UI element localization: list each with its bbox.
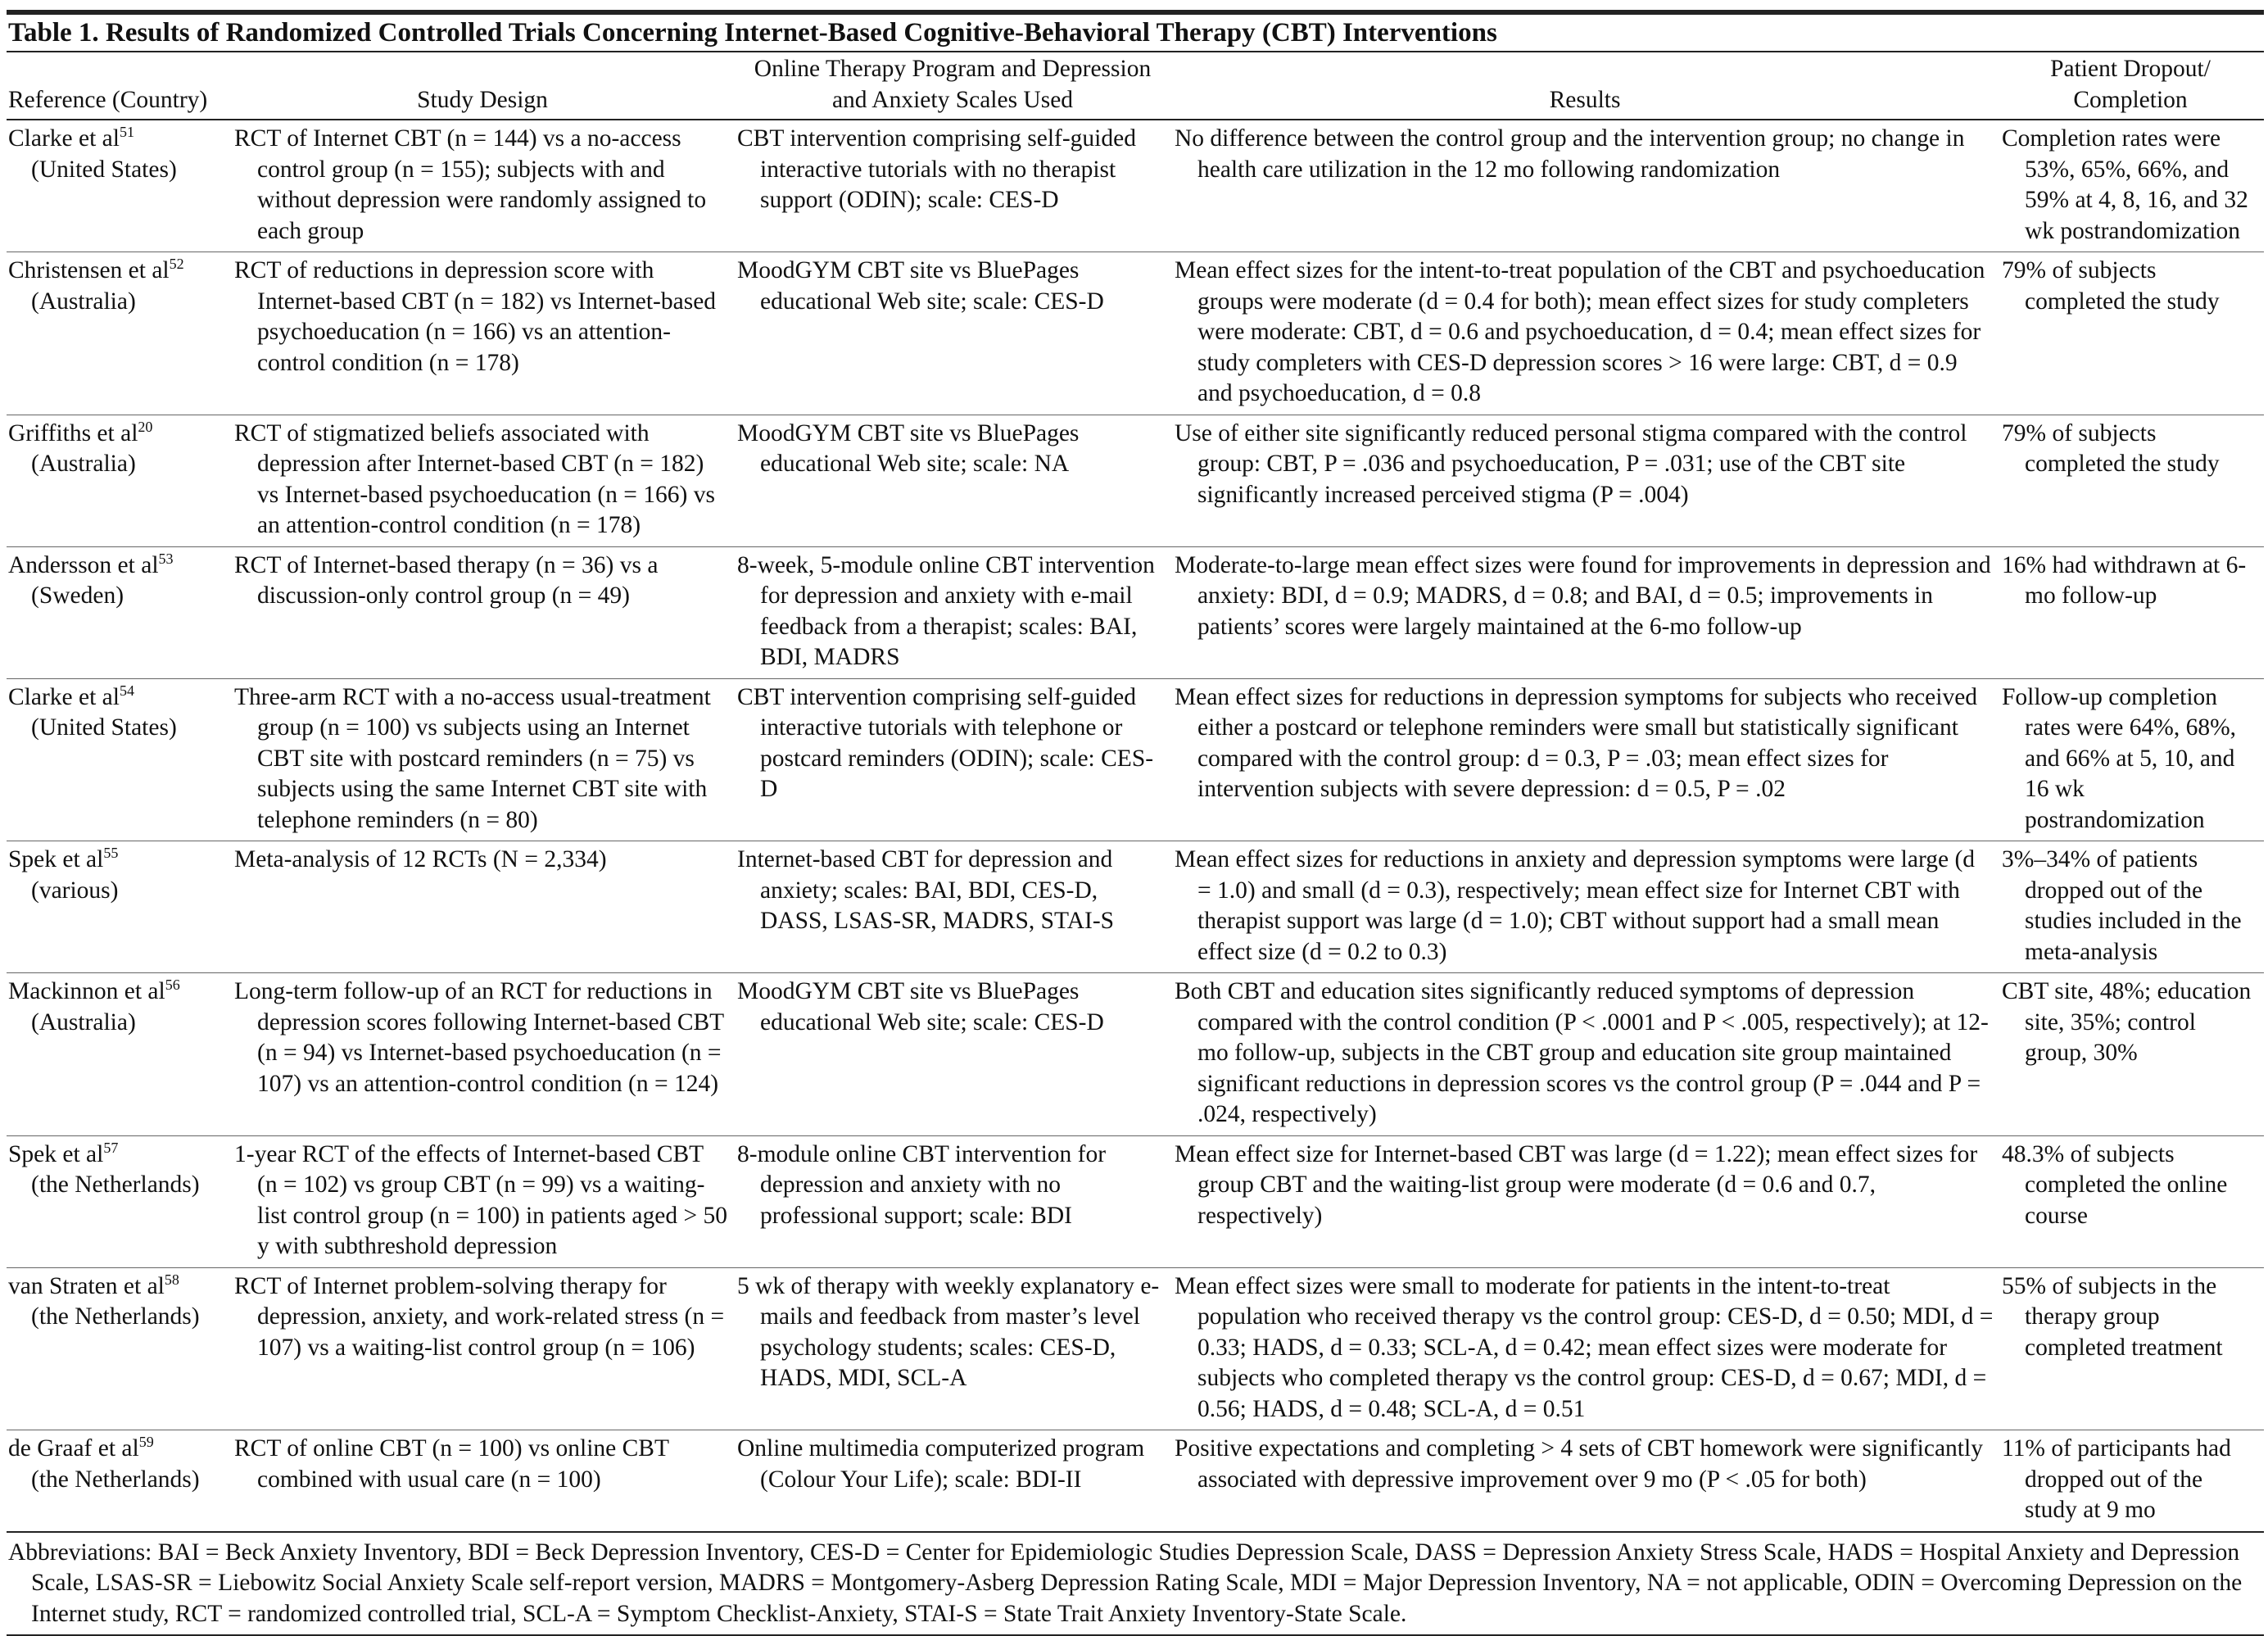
table-row <box>7 120 2264 252</box>
table-row <box>7 546 2264 678</box>
table-row <box>7 678 2264 841</box>
reference-author: Andersson et al <box>8 552 159 578</box>
reference-author: Griffiths et al <box>8 420 138 446</box>
reference-cell <box>7 1430 233 1532</box>
reference-number: 20 <box>138 419 152 435</box>
dropout-cell: CBT site, 48%; education site, 35%; control group, 30% <box>2000 973 2264 1136</box>
results-cell: Positive expectations and completing > 4 sets of CBT homework were significantly associated with depressive improvement over 9 mo (P < .05 for both) <box>1173 1430 2000 1532</box>
results-cell: Both CBT and education sites significantly reduced symptoms of depression compared with the control condition (P < .0001 and P < .005, respectively); at 12-mo follow-up, subjects in the CBT group and education site group maintained significant reductions in depression scores vs the control group (P = .044 and P = .024, respectively) <box>1173 973 2000 1136</box>
program-cell: 8-week, 5-module online CBT intervention for depression and anxiety with e-mail feedback from a therapist; scales: BAI, BDI, MADRS <box>736 546 1173 678</box>
program-cell: 5 wk of therapy with weekly explanatory e-mails and feedback from master’s level psychology students; scales: CES-D, HADS, MDI, SCL-A <box>736 1267 1173 1430</box>
results-cell: Mean effect sizes for reductions in anxiety and depression symptoms were large (d = 1.0) and small (d = 0.3), respectively; mean effect size for Internet CBT with therapist support was large (d = 1.0); CBT without support had a small mean effect size (d = 0.2 to 0.3) <box>1173 841 2000 973</box>
dropout-cell: 55% of subjects in the therapy group completed treatment <box>2000 1267 2264 1430</box>
dropout-cell: 11% of participants had dropped out of the study at 9 mo <box>2000 1430 2264 1532</box>
program-cell: MoodGYM CBT site vs BluePages educational Web site; scale: CES-D <box>736 252 1173 415</box>
reference-cell <box>7 415 233 546</box>
header-row <box>7 52 2264 120</box>
program-cell: Internet-based CBT for depression and anxiety; scales: BAI, BDI, CES-D, DASS, LSAS-SR, MADRS, STAI-S <box>736 841 1173 973</box>
reference-author: Clarke et al <box>8 125 120 152</box>
reference-author: van Straten et al <box>8 1273 165 1299</box>
reference-number: 51 <box>120 124 134 140</box>
abbreviations-footnote: Abbreviations: BAI = Beck Anxiety Inventory, BDI = Beck Depression Inventory, CES-D = Center for Epidemiologic Studies Depression Scale, DASS = Depression Anxiety Stress Scale, HADS = Hospital Anxiety and Depression Scale, LSAS-SR = Liebowitz Social Anxiety Scale self-report version, MADRS = Montgomery-Asberg Depression Rating Scale, MDI = Major Depression Inventory, NA = not applicable, ODIN = Overcoming Depression on the Internet study, RCT = randomized controlled trial, SCL-A = Symptom Checklist-Anxiety, STAI-S = State Trait Anxiety Inventory-State Scale. <box>7 1533 2264 1636</box>
reference-number: 53 <box>159 551 174 567</box>
reference-number: 59 <box>139 1434 154 1450</box>
study-design-cell: RCT of reductions in depression score with Internet-based CBT (n = 182) vs Internet-based psychoeducation (n = 166) vs an attention-control condition (n = 178) <box>233 252 736 415</box>
program-cell: 8-module online CBT intervention for depression and anxiety with no professional support; scale: BDI <box>736 1135 1173 1267</box>
dropout-cell: 48.3% of subjects completed the online course <box>2000 1135 2264 1267</box>
reference-cell <box>7 1135 233 1267</box>
reference-cell <box>7 841 233 973</box>
dropout-cell: Completion rates were 53%, 65%, 66%, and 59% at 4, 8, 16, and 32 wk postrandomization <box>2000 120 2264 252</box>
study-design-cell: Meta-analysis of 12 RCTs (N = 2,334) <box>233 841 736 973</box>
program-cell: MoodGYM CBT site vs BluePages educational Web site; scale: CES-D <box>736 973 1173 1136</box>
study-design-cell: RCT of Internet problem-solving therapy for depression, anxiety, and work-related stress (n = 107) vs a waiting-list control group (n = 106) <box>233 1267 736 1430</box>
reference-cell <box>7 973 233 1136</box>
table-row <box>7 841 2264 973</box>
reference-author: de Graaf et al <box>8 1435 139 1462</box>
reference-country: (United States) <box>31 156 177 183</box>
results-cell: Mean effect sizes for the intent-to-treat population of the CBT and psychoeducation groups were moderate (d = 0.4 for both); mean effect sizes for study completers were moderate: CBT, d = 0.6 and psychoeducation, d = 0.4; mean effect sizes for study completers with CES-D depression scores > 16 were large: CBT, d = 0.9 and psychoeducation, d = 0.8 <box>1173 252 2000 415</box>
results-cell: No difference between the control group and the intervention group; no change in health care utilization in the 12 mo following randomization <box>1173 120 2000 252</box>
reference-country: (the Netherlands) <box>31 1303 200 1330</box>
reference-country: (Australia) <box>31 288 136 315</box>
results-cell: Mean effect size for Internet-based CBT was large (d = 1.22); mean effect sizes for group CBT and the waiting-list group were moderate (d = 0.6 and 0.7, respectively) <box>1173 1135 2000 1267</box>
reference-number: 54 <box>120 682 134 699</box>
dropout-cell: 3%–34% of patients dropped out of the studies included in the meta-analysis <box>2000 841 2264 973</box>
table-row <box>7 973 2264 1136</box>
reference-number: 55 <box>103 845 118 861</box>
reference-number: 52 <box>170 256 184 272</box>
header-program: Online Therapy Program and Depression and Anxiety Scales Used <box>736 52 1173 120</box>
reference-cell <box>7 678 233 841</box>
study-design-cell: RCT of stigmatized beliefs associated with depression after Internet-based CBT (n = 182) vs Internet-based psychoeducation (n = 166) vs an attention-control condition (n = 178) <box>233 415 736 546</box>
reference-country: (Australia) <box>31 451 136 477</box>
reference-number: 56 <box>165 977 180 993</box>
header-dropout: Patient Dropout/ Completion <box>2000 52 2264 120</box>
results-table <box>7 52 2264 1533</box>
reference-country: (the Netherlands) <box>31 1466 200 1493</box>
header-reference: Reference (Country) <box>7 52 233 120</box>
reference-cell <box>7 252 233 415</box>
program-cell: MoodGYM CBT site vs BluePages educational Web site; scale: NA <box>736 415 1173 546</box>
reference-cell <box>7 120 233 252</box>
header-results: Results <box>1173 52 2000 120</box>
header-study-design: Study Design <box>233 52 736 120</box>
table-row <box>7 1430 2264 1532</box>
table-body <box>7 120 2264 1532</box>
reference-cell <box>7 1267 233 1430</box>
results-cell: Use of either site significantly reduced personal stigma compared with the control group: CBT, P = .036 and psychoeducation, P = .031; use of the CBT site significantly increased perceived stigma (P = .004) <box>1173 415 2000 546</box>
program-cell: Online multimedia computerized program (Colour Your Life); scale: BDI-II <box>736 1430 1173 1532</box>
reference-author: Spek et al <box>8 1141 103 1167</box>
reference-cell <box>7 546 233 678</box>
table-title: Table 1. Results of Randomized Controlled Trials Concerning Internet-Based Cognitive-Behavioral Therapy (CBT) Interventions <box>7 15 2264 52</box>
reference-author: Christensen et al <box>8 257 170 283</box>
dropout-cell: 16% had withdrawn at 6-mo follow-up <box>2000 546 2264 678</box>
study-design-cell: Long-term follow-up of an RCT for reductions in depression scores following Internet-based CBT (n = 94) vs Internet-based psychoeducation (n = 107) vs an attention-control condition (n = 124) <box>233 973 736 1136</box>
table-row <box>7 252 2264 415</box>
reference-author: Mackinnon et al <box>8 978 165 1004</box>
reference-author: Clarke et al <box>8 684 120 710</box>
reference-country: (various) <box>31 877 119 904</box>
dropout-cell: Follow-up completion rates were 64%, 68%, and 66% at 5, 10, and 16 wk postrandomization <box>2000 678 2264 841</box>
reference-country: (the Netherlands) <box>31 1171 200 1198</box>
results-cell: Moderate-to-large mean effect sizes were found for improvements in depression and anxiety: BDI, d = 0.9; MADRS, d = 0.8; and BAI, d = 0.5; improvements in patients’ scores were largely maintained at the 6-mo follow-up <box>1173 546 2000 678</box>
results-cell: Mean effect sizes for reductions in depression symptoms for subjects who received either a postcard or telephone reminders were small but statistically significant compared with the control group: d = 0.3, P = .03; mean effect sizes for intervention subjects with severe depression: d = 0.5, P = .02 <box>1173 678 2000 841</box>
program-cell: CBT intervention comprising self-guided interactive tutorials with telephone or postcard reminders (ODIN); scale: CES-D <box>736 678 1173 841</box>
reference-country: (Sweden) <box>31 582 124 609</box>
reference-number: 58 <box>165 1271 179 1288</box>
reference-country: (United States) <box>31 714 177 741</box>
study-design-cell: RCT of online CBT (n = 100) vs online CBT combined with usual care (n = 100) <box>233 1430 736 1532</box>
study-design-cell: RCT of Internet-based therapy (n = 36) vs a discussion-only control group (n = 49) <box>233 546 736 678</box>
dropout-cell: 79% of subjects completed the study <box>2000 415 2264 546</box>
reference-number: 57 <box>103 1140 118 1156</box>
table-container <box>7 10 2264 1636</box>
table-row <box>7 1135 2264 1267</box>
study-design-cell: 1-year RCT of the effects of Internet-based CBT (n = 102) vs group CBT (n = 99) vs a waiting-list control group (n = 100) in patients aged > 50 y with subthreshold depression <box>233 1135 736 1267</box>
dropout-cell: 79% of subjects completed the study <box>2000 252 2264 415</box>
reference-country: (Australia) <box>31 1009 136 1036</box>
program-cell: CBT intervention comprising self-guided interactive tutorials with no therapist support (ODIN); scale: CES-D <box>736 120 1173 252</box>
study-design-cell: Three-arm RCT with a no-access usual-treatment group (n = 100) vs subjects using an Internet CBT site with postcard reminders (n = 75) vs subjects using the same Internet CBT site with telephone reminders (n = 80) <box>233 678 736 841</box>
results-cell: Mean effect sizes were small to moderate for patients in the intent-to-treat population who received therapy vs the control group: CES-D, d = 0.50; MDI, d = 0.33; HADS, d = 0.33; SCL-A, d = 0.42; mean effect sizes were moderate for subjects who completed therapy vs the control group: CES-D, d = 0.67; MDI, d = 0.56; HADS, d = 0.48; SCL-A, d = 0.51 <box>1173 1267 2000 1430</box>
table-row <box>7 1267 2264 1430</box>
table-row <box>7 415 2264 546</box>
study-design-cell: RCT of Internet CBT (n = 144) vs a no-access control group (n = 155); subjects with and without depression were randomly assigned to each group <box>233 120 736 252</box>
reference-author: Spek et al <box>8 846 103 872</box>
